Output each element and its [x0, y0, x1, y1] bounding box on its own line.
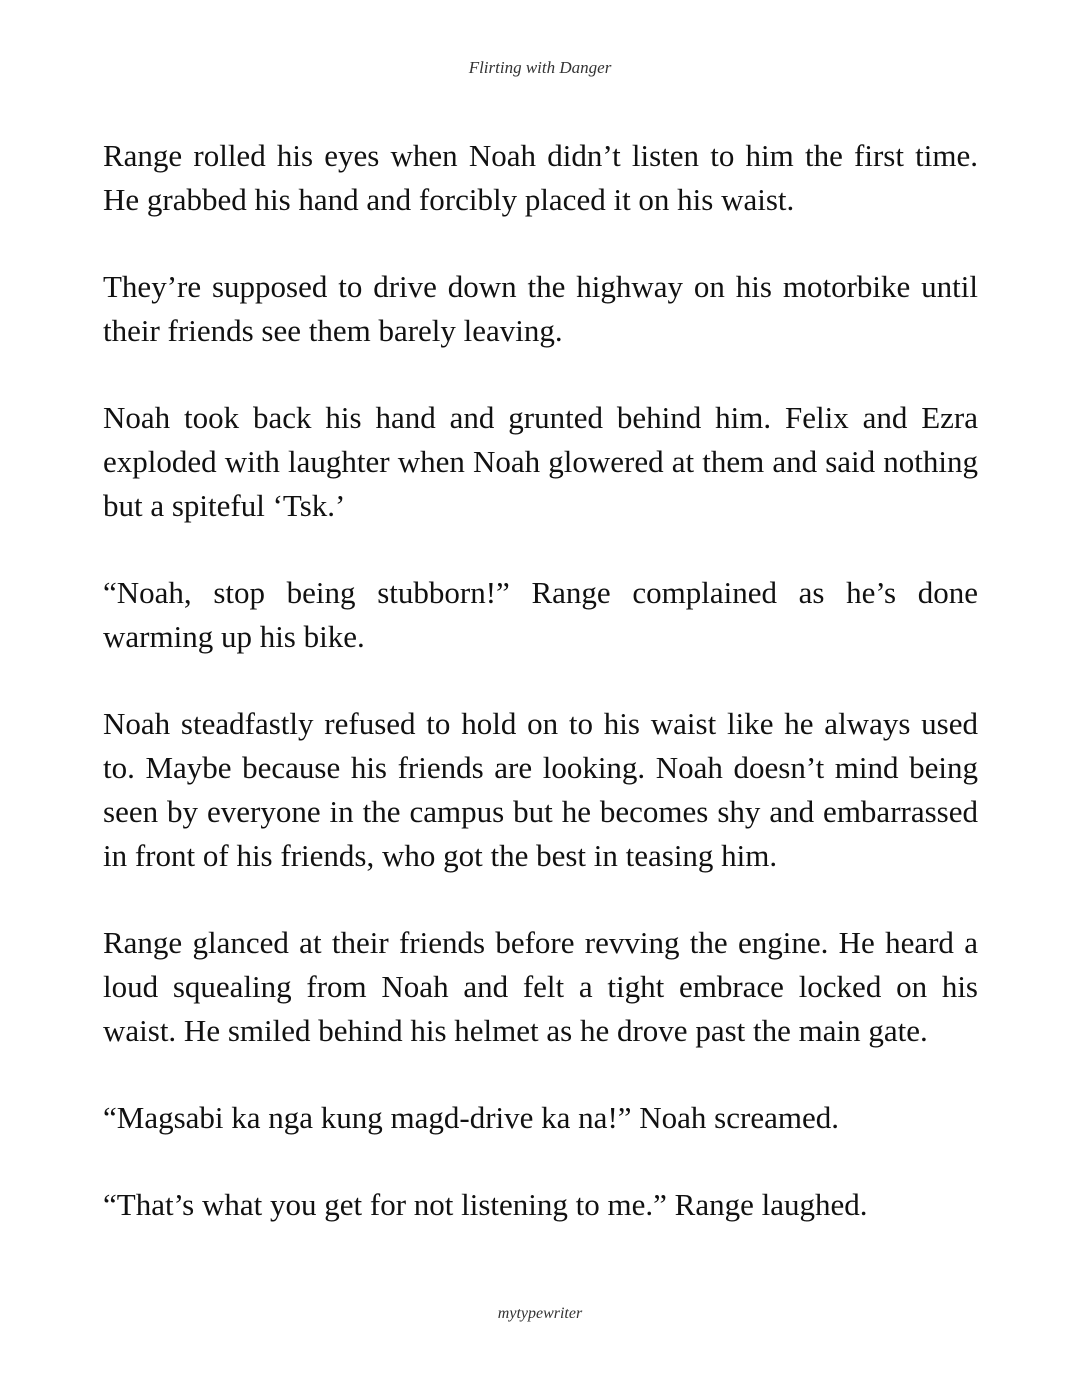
running-header-book-title: Flirting with Danger [468, 58, 612, 77]
running-footer-brand: mytypewriter [497, 1305, 583, 1322]
paragraph: Noah steadfastly refused to hold on to his waist like he always used to. Maybe because his friends are looking. Noah doesn’t mind being seen by everyone in the campus but he becomes shy and embarrassed in front of his friends, who got the best in teasing him. [103, 706, 978, 873]
paragraph: “That’s what you get for not listening to me.” Range laughed. [103, 1187, 868, 1222]
paragraph: “Noah, stop being stubborn!” Range complained as he’s done warming up his bike. [103, 575, 978, 654]
paragraph: Range rolled his eyes when Noah didn’t listen to him the first time. He grabbed his hand and forcibly placed it on his waist. [103, 138, 978, 217]
page-body [103, 134, 978, 1227]
paragraph: They’re supposed to drive down the highway on his motorbike until their friends see them barely leaving. [103, 269, 978, 348]
paragraph: “Magsabi ka nga kung magd-drive ka na!” Noah screamed. [103, 1100, 839, 1135]
paragraph: Noah took back his hand and grunted behind him. Felix and Ezra exploded with laughter when Noah glowered at them and said nothing but a spiteful ‘Tsk.’ [103, 400, 978, 523]
paragraph: Range glanced at their friends before revving the engine. He heard a loud squealing from Noah and felt a tight embrace locked on his waist. He smiled behind his helmet as he drove past the main gate. [103, 925, 978, 1048]
